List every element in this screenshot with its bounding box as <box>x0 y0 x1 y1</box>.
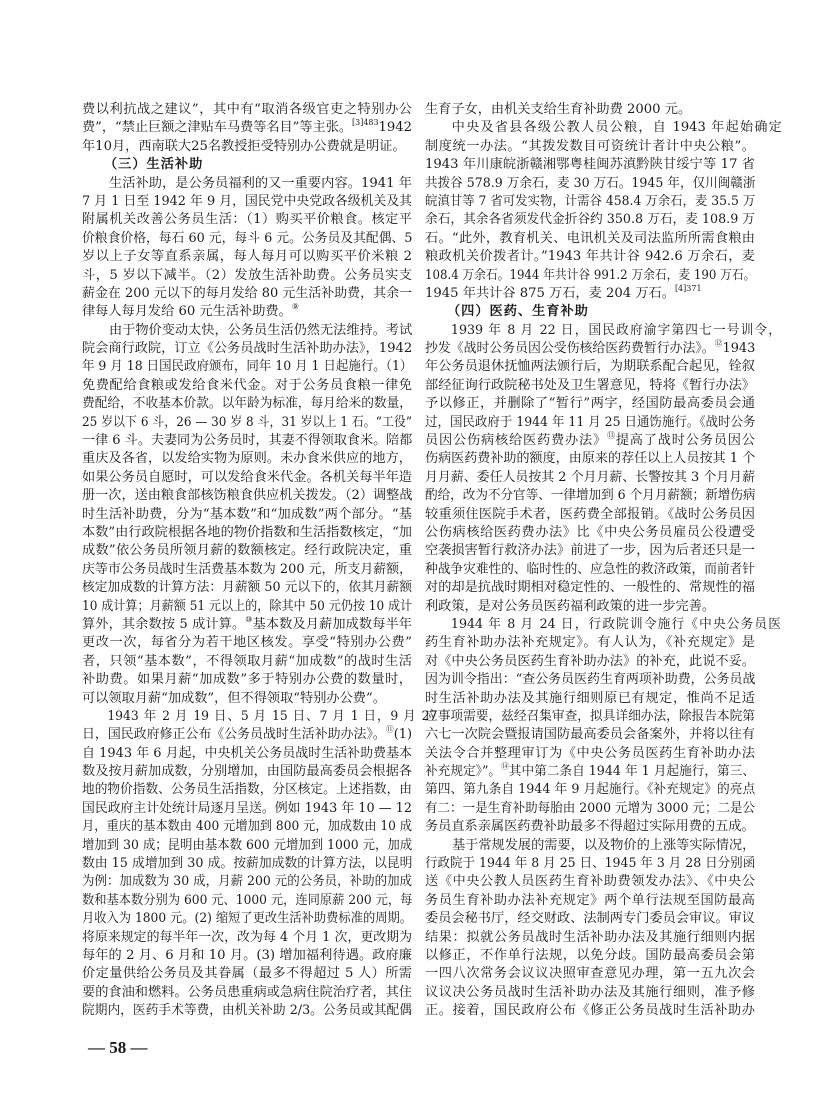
text-line <box>425 763 755 781</box>
text-line: 册一次，送由粮食部核饬粮食供应机关拨发。（2）调整战 <box>82 488 413 504</box>
text-line: 1943 年川康皖浙赣湘鄂粤桂闽苏滇黔陕甘绥宁等 17 省 <box>425 157 755 173</box>
text-line: 年 9 月 18 日国民政府颁布，同年 10 月 1 日起施行。（1） <box>82 359 413 375</box>
text-line: 核定加成数的计算方法：月薪额 50 元以下的，依其月薪额 <box>82 580 412 596</box>
paragraph <box>82 175 412 322</box>
text-line: 粮政机关价拨者计。”1943 年共计谷 942.6 万余石，麦 <box>425 249 755 265</box>
text-line: 种战争灾难性的、临时性的、应急性的救济政策，而前者针 <box>425 561 756 577</box>
text-line: 以修正，不作单行法规，以免分歧。国防最高委员会第 <box>425 947 755 963</box>
text-segment: 基本数及月薪加成数每半年 <box>252 616 412 632</box>
text-line: 免费配给食粮或发给食米代金。对于公务员食粮一律免 <box>82 377 412 393</box>
section-heading <box>82 156 412 174</box>
text-line: 正。接着，国民政府公布《修正公务员战时生活补助办 <box>425 1003 755 1019</box>
text-line: 对《中央公务员医药生育补助办法》的补充，此说不妥。 <box>425 653 755 669</box>
footnote-ref: ⑫ <box>714 339 723 349</box>
text-line: 皖滇甘等 7 省可发实物，计需谷 458.4 万余石，麦 35.5 万 <box>425 193 756 209</box>
text-line: 1939 年 8 月 22 日，国民政府渝字第四七一号训令， <box>450 322 781 338</box>
text-line: 因为训令指出：“查公务员医药生育两项补助费，公务员战 <box>425 672 756 688</box>
text-line: 国民政府主计处统计局逐月呈送。例如 1943 年 10 — 12 <box>82 800 413 816</box>
right-text-column <box>425 101 782 1021</box>
text-line: 本数”由行政院根据各地的物价指数和生活指数核定，“加 <box>82 524 412 540</box>
text-segment: 律每人每月发给 60 元生活补助费。 <box>82 304 292 320</box>
text-line: 制度统一办法。“其拨发数目可资统计者计中央公粮”。 <box>425 138 755 154</box>
text-line: 数和基本数分别为 600 元、1000 元，连同原薪 200 元，每 <box>82 892 413 908</box>
text-line: 生活补助，是公务员福利的又一重要内容。1941 年 <box>109 175 412 191</box>
text-line: 岁以上子女等直系亲属，每人每月可以购买平价米粮 2 <box>82 249 412 265</box>
text-line: 年公务员退休抚恤两法颁行后，为期联系配合起见，铨叙 <box>425 359 755 375</box>
text-line: 部经征询行政院秘书处及卫生署意见，特将《暂行办法》 <box>425 377 755 393</box>
text-line: 时生活补助办法及其施行细则原已有规定，惟尚不足适 <box>425 690 755 706</box>
text-segment: 抄发《战时公务员因公受伤核给医药费暂行办法》。 <box>425 341 715 357</box>
page-number: — 58 — <box>88 1038 148 1057</box>
text-line <box>425 340 755 358</box>
text-line: 院会商行政院，订立《公务员战时生活补助办法》，1942 <box>82 341 413 357</box>
paragraph <box>82 708 438 1021</box>
text-line <box>82 616 412 634</box>
text-line: 可以领取月薪“加成数”，但不得领取“特别办公费”。 <box>82 690 386 706</box>
text-line: 石。“此外，教育机关、电讯机关及司法监所所需食粮由 <box>425 230 755 246</box>
text-segment: 日，国民政府修正公布《公务员战时生活补助办法》。 <box>82 727 386 743</box>
text-line: 重庆及各省，以发给实物为原则。未办食米供应的地方， <box>82 451 412 467</box>
text-line: 送《中央公教人员医药生育补助费领发办法》、《中央公 <box>425 874 755 890</box>
text-segment: (1) <box>393 727 413 743</box>
text-line: 斗，5 岁以下减半。（2）发放生活补助费。公务员实支 <box>82 267 412 283</box>
text-line: 如果公务员自愿时，可以发给食米代金。各机关每半年造 <box>82 469 412 485</box>
text-line: 价定量供给公务员及其眷属（最多不得超过 5 人）所需 <box>82 966 412 982</box>
text-line: （三）生活补助 <box>104 157 204 173</box>
text-line: 月月薪、委任人员按其 2 个月月薪、长警按其 3 个月月薪 <box>425 469 755 485</box>
text-line: 1943 年 2 月 19 日、5 月 15 日、7 月 1 日，9 月 27 <box>107 708 438 724</box>
text-line: 7 月 1 日至 1942 年 9 月，国民党中央党政各级机关及其 <box>82 193 413 209</box>
text-line: 价粮食价格，每石 60 元，每斗 6 元。公务员及其配偶、5 <box>82 230 413 246</box>
text-line: 伤病医药费补助的额度，由原来的荐任以上人员按其 1 个 <box>425 451 756 467</box>
text-line: 较重须住医院手术者，医药费全部报销。《战时公务员因 <box>425 506 755 522</box>
text-line: 行政院于 1944 年 8 月 25 日、1945 年 3 月 28 日分别函 <box>425 856 756 872</box>
text-line: 空袭损害暂行救济办法》前进了一步，因为后者还只是一 <box>425 543 755 559</box>
text-line: 1944 年 8 月 24 日，行政院训令施行《中央公务员医 <box>450 616 781 632</box>
text-line: 为例：加成数为 30 成，月薪 200 元的公务员，补助的加成 <box>82 874 413 890</box>
text-line: 有二：一是生育补助每胎由 2000 元增为 3000 元；二是公 <box>425 800 756 816</box>
footnote-ref: ⑭ <box>501 762 509 772</box>
section-heading <box>425 303 755 321</box>
text-segment: 算外，其余数按 5 成计算。 <box>82 616 246 632</box>
text-line: 一四八次常务会议议决照审查意见办理，第一五九次会 <box>425 966 755 982</box>
text-line: 务员直系亲属医药费补助最多不得超过实际用费的五成。 <box>425 819 755 835</box>
text-line: 委员会秘书厅，经交财政、法制两专门委员会审议。审议 <box>425 911 755 927</box>
text-segment: 1945 年共计谷 875 万石，麦 204 万石。 <box>425 285 675 301</box>
text-line: 关法令合并整理审订为《中央公务员医药生育补助办法 <box>425 745 755 761</box>
text-line: 时生活补助费，分为“基本数”和“加成数”两个部分。“基 <box>82 506 412 522</box>
text-line <box>82 726 412 744</box>
text-segment: 1942 <box>378 120 413 136</box>
text-line: 108.4 万余石。1944 年共计谷 991.2 万余石，麦 190 万石。 <box>425 267 756 283</box>
footnote-ref: ⑪ <box>385 725 394 735</box>
text-segment: 员因公伤病核给医药费办法》 <box>425 433 607 449</box>
footnote-ref: ⑩ <box>245 614 253 624</box>
footnote-ref: ⑬ <box>607 431 616 441</box>
text-line <box>425 432 755 450</box>
text-line: 成数”依公务员所领月薪的数额核定。经行政院决定，重 <box>82 543 412 559</box>
text-line: 更改一次，每省分为若干地区核发。享受“特别办公费” <box>82 635 412 651</box>
text-line: 生育子女，由机关支给生育补助费 2000 元。 <box>425 102 692 117</box>
text-line: 过，国民政府于 1944 年 11 月 25 日通饬施行。《战时公务 <box>425 414 756 430</box>
text-segment: 1943 <box>722 341 756 357</box>
text-line: 自 1943 年 6 月起，中央机关公务员战时生活补助费基本 <box>82 745 412 761</box>
text-line: 六七一次院会暨报请国防最高委员会备案外，并将以往有 <box>425 727 755 743</box>
text-line: 者，只领“基本数”，不得领取月薪“加成数”的战时生活 <box>82 653 412 669</box>
text-segment: 补充规定》”。 <box>425 764 502 780</box>
text-line: 一律 6 斗。夫妻同为公务员时，其妻不得领取食米。陪都 <box>82 433 413 449</box>
text-line: 中央及省县各级公教人员公粮，自 1943 年起始确定 <box>451 120 782 136</box>
text-line: 庆等市公务员战时生活费基本数为 200 元，所支月薪额， <box>82 561 412 577</box>
text-line: 每年的 2 月、6 月和 10 月。(3) 增加福利待遇。政府廉 <box>82 947 412 963</box>
text-line: 费以利抗战之建议”，其中有“取消各级官吏之特别办公 <box>82 102 412 117</box>
text-segment: 费”，“禁止巨额之津贴车马费等名目”等主张。 <box>82 120 353 136</box>
text-line: 年10月，西南联大25名教授拒受特别办公费就是明证。 <box>82 138 406 154</box>
text-line: 地的物价指数、公务员生活指数，分区核定。上述指数，由 <box>82 782 413 798</box>
text-line: 务员生育补助办法补充规定》两个单行法规至国防最高 <box>425 892 755 908</box>
left-text-column <box>82 101 438 1021</box>
text-segment: 其中第二条自 1944 年 1 月起施行，第三、 <box>508 764 756 780</box>
text-line: 公伤病核给医药费办法》比《中央公务员雇员公役遭受 <box>425 524 755 540</box>
text-line: 费配给，不收基本价款。以年龄为标准，每月给米的数量， <box>82 396 413 412</box>
text-line: 增加到 30 成；昆明由基本数 600 元增加到 1000 元，加成 <box>82 837 413 853</box>
paragraph <box>425 322 781 616</box>
footnote-ref: [4]371 <box>674 283 702 293</box>
text-line: 利政策，是对公务员医药福利政策的进一步完善。 <box>425 598 716 614</box>
text-line: 将原来规定的每半年一次，改为每 4 个月 1 次，更改期为 <box>82 929 412 945</box>
text-line <box>82 119 412 137</box>
text-line: 应事项需要，兹经召集审查，拟具详细办法，除报告本院第 <box>425 708 756 724</box>
text-line: 余石，其余各省须发代金折谷约 350.8 万石，麦 108.9 万 <box>425 212 756 228</box>
text-line: 薪金在 200 元以下的每月发给 80 元生活补助费，其余一 <box>82 285 412 301</box>
text-line: 月，重庆的基本数由 400 元增加到 800 元，加成数由 10 成 <box>82 819 413 835</box>
text-line: 酌给，改为不分官等、一律增加到 6 个月月薪额；新增伤病 <box>425 488 756 504</box>
text-line: 要的食油和燃料。公务员患重病或急病住院治疗者，其住 <box>82 984 412 1000</box>
text-segment: 提高了战时公务员因公 <box>615 433 755 449</box>
paragraph <box>82 101 412 156</box>
text-line: 议议决公务员战时生活补助办法及其施行细则，准予修 <box>425 984 755 1000</box>
text-line: 10 成计算；月薪额 51 元以上的，除其中 50 元仍按 10 成计 <box>82 598 413 614</box>
text-line: 由于物价变动太快，公务员生活仍然无法维持。考试 <box>109 322 413 338</box>
paragraph <box>425 837 755 1021</box>
text-line: 数及按月薪加成数，分别增加，由国防最高委员会根据各 <box>82 764 412 780</box>
text-line: 基于常规发展的需要，以及物价的上涨等实际情况， <box>452 837 756 853</box>
text-line: 药生育补助办法补充规定》。有人认为，《补充规定》是 <box>425 635 755 651</box>
text-line: 附属机关改善公务员生活：（1）购买平价粮食。核定平 <box>82 212 412 228</box>
paragraph <box>425 101 755 119</box>
footnote-ref: ⑨ <box>291 302 299 312</box>
text-line: 共拨谷 578.9 万余石，麦 30 万石。1945 年，仅川闽赣浙 <box>425 175 756 191</box>
paragraph <box>82 322 412 708</box>
text-line: 数由 15 成增加到 30 成。按薪加成数的计算方法，以昆明 <box>82 856 413 872</box>
text-line: 予以修正，并删除了“暂行”两字，经国防最高委员会通 <box>425 396 755 412</box>
paragraph <box>425 119 782 303</box>
text-line <box>425 285 755 303</box>
footnote-ref: [3]483 <box>352 118 379 128</box>
text-line: 第四、第九条自 1944 年 9 月起施行。《补充规定》的亮点 <box>425 782 756 798</box>
text-line: 月收入为 1800 元。(2) 缩短了更改生活补助费标准的周期。 <box>82 911 413 927</box>
text-line: 院期内，医药手术等费，由机关补助 2/3。公务员或其配偶 <box>82 1003 412 1019</box>
text-line: （四）医药、生育补助 <box>447 304 589 320</box>
text-line: 对的却是抗战时期相对稳定性的、一般性的、常规性的福 <box>425 580 755 596</box>
text-line: 结果：拟就公务员战时生活补助办法及其施行细则内据 <box>425 929 755 945</box>
text-line: 补助费。如果月薪“加成数”多于特别办公费的数量时， <box>82 672 412 688</box>
text-line: 25 岁以下 6 斗，26 — 30 岁 8 斗，31 岁以上 1 石。“工役” <box>82 414 413 430</box>
paragraph <box>425 616 781 837</box>
text-line <box>82 303 412 321</box>
